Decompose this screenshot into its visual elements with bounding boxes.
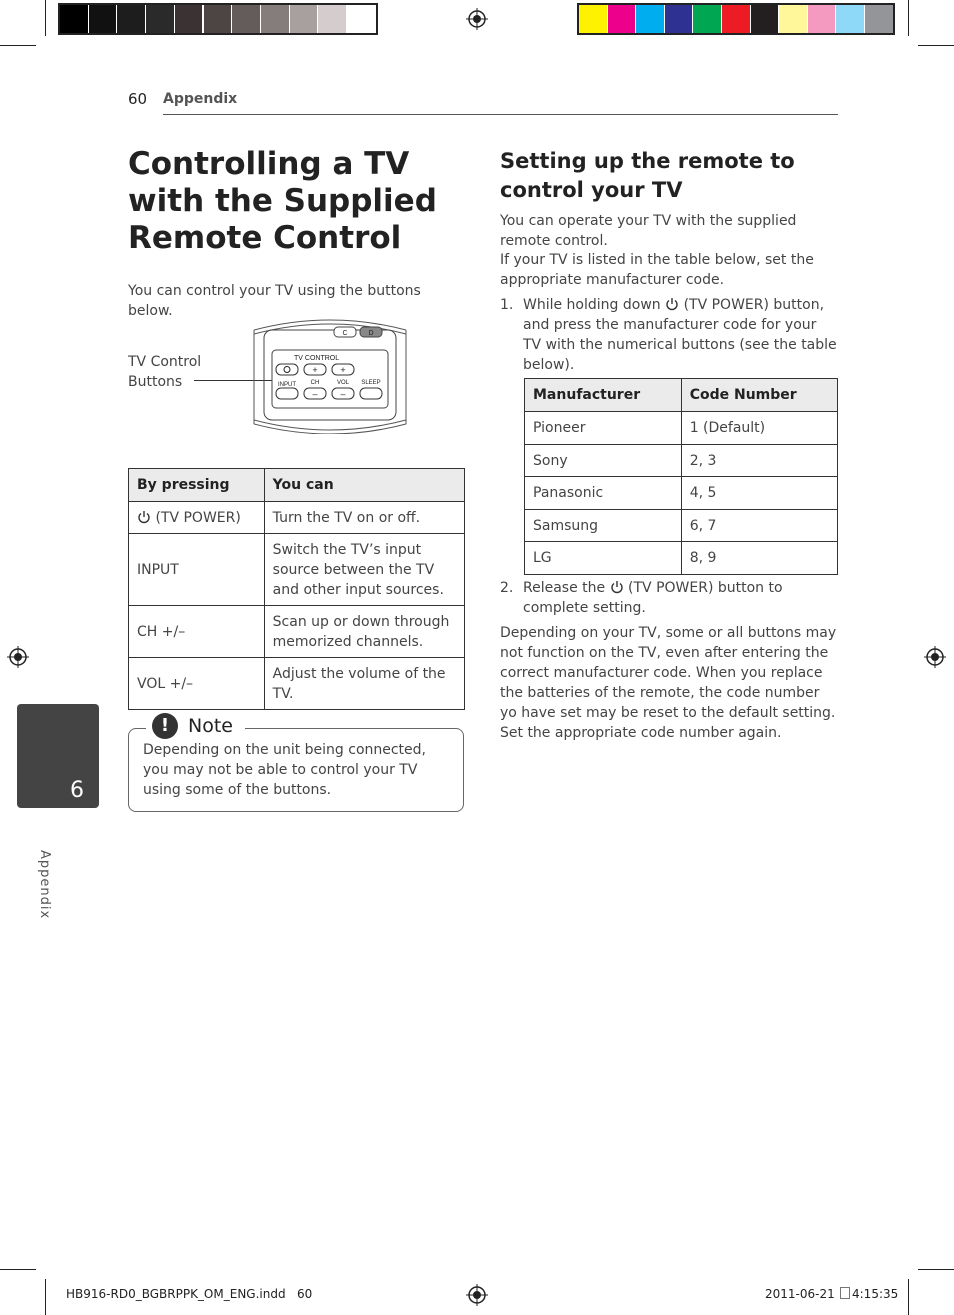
color-swatch xyxy=(751,5,779,33)
footer-time-value: 4:15:35 xyxy=(852,1287,899,1301)
chapter-label: Appendix xyxy=(37,850,52,920)
table-row xyxy=(129,534,465,606)
color-swatch xyxy=(60,5,88,33)
step-2-text-a: Release the xyxy=(523,580,606,596)
table-header: By pressing xyxy=(129,469,265,502)
color-swatch xyxy=(722,5,750,33)
press-cell: CH +/– xyxy=(129,606,265,658)
input-button-label: INPUT xyxy=(278,382,296,388)
note-title: Note xyxy=(188,715,233,737)
color-swatch xyxy=(693,5,721,33)
manufacturer-cell: Pioneer xyxy=(525,412,682,445)
press-cell: (TV POWER) xyxy=(155,509,241,526)
svg-text:+: + xyxy=(312,365,318,375)
vol-button-label: VOL xyxy=(336,380,350,386)
tv-control-panel-label: TV CONTROL xyxy=(294,355,340,362)
color-swatch xyxy=(204,5,232,33)
step-2-text xyxy=(523,578,838,618)
footer-date: 2011-06-21 xyxy=(765,1287,835,1301)
crop-mark xyxy=(908,1279,909,1315)
color-swatch xyxy=(175,5,203,33)
setup-paragraph-1: You can operate your TV with the supplied remote control. xyxy=(500,213,797,249)
action-cell: Turn the TV on or off. xyxy=(264,502,464,534)
color-swatch xyxy=(347,5,375,33)
time-glyph-icon xyxy=(840,1287,850,1299)
crop-mark xyxy=(908,0,909,36)
color-swatch xyxy=(290,5,318,33)
press-cell: INPUT xyxy=(129,534,265,606)
power-icon xyxy=(610,580,624,594)
step-number: 2. xyxy=(500,580,514,596)
color-swatch xyxy=(261,5,289,33)
manufacturer-cell: Samsung xyxy=(525,510,682,542)
note-text: Depending on the unit being connected, you may not be able to control your TV using some of the buttons. xyxy=(143,742,427,798)
manufacturer-cell: Sony xyxy=(525,445,682,477)
section-title: Appendix xyxy=(163,91,238,107)
chapter-number: 6 xyxy=(70,778,84,803)
manufacturer-cell: Panasonic xyxy=(525,477,682,510)
svg-text:–: – xyxy=(340,389,346,399)
manufacturer-cell: LG xyxy=(525,542,682,575)
power-icon xyxy=(137,510,151,524)
ch-button-label: CH xyxy=(310,380,320,386)
step-1-text-a: While holding down xyxy=(523,297,661,313)
page-number: 60 xyxy=(128,90,148,108)
table-row xyxy=(525,445,838,477)
table-row xyxy=(525,542,838,575)
color-swatch xyxy=(608,5,636,33)
svg-text:+: + xyxy=(340,365,346,375)
color-swatch xyxy=(636,5,664,33)
sleep-button-label: SLEEP xyxy=(361,380,381,386)
step-1-text xyxy=(523,295,838,375)
setup-paragraph-2: If your TV is listed in the table below, set the appropriate manufacturer code. xyxy=(500,252,814,288)
figure-callout: TV Control Buttons xyxy=(128,354,202,390)
crop-mark xyxy=(0,1269,36,1270)
footer-file-name: HB916-RD0_BGBRPPK_OM_ENG.indd 60 xyxy=(66,1287,313,1301)
note-header xyxy=(146,711,245,741)
code-cell: 2, 3 xyxy=(681,445,837,477)
button-function-table xyxy=(128,468,465,710)
code-cell: 6, 7 xyxy=(681,510,837,542)
section-heading: Setting up the remote to control your TV xyxy=(500,149,795,202)
svg-text:–: – xyxy=(312,389,318,399)
registration-mark-icon xyxy=(924,646,946,668)
color-swatch xyxy=(146,5,174,33)
crop-mark xyxy=(918,45,954,46)
table-row xyxy=(525,412,838,445)
remote-illustration xyxy=(250,316,410,434)
press-cell: VOL +/– xyxy=(129,658,265,710)
color-swatch xyxy=(865,5,893,33)
action-cell: Switch the TV’s input source between the TV and other input sources. xyxy=(264,534,464,606)
color-swatch xyxy=(665,5,693,33)
setup-paragraph-3: Depending on your TV, some or all buttons may not function on the TV, even after entering the correct manufacturer code. When you replace the batteries of the remote, the code number yo have set may be reset to the default setting. Set the appropriate code number again. xyxy=(500,625,837,741)
step-2-text-b: (TV POWER) button to complete setting. xyxy=(523,580,783,616)
table-row xyxy=(129,502,465,534)
crop-mark xyxy=(918,1269,954,1270)
color-swatch xyxy=(117,5,145,33)
table-header: You can xyxy=(264,469,464,502)
crop-mark xyxy=(0,45,36,46)
color-swatch xyxy=(836,5,864,33)
color-swatch xyxy=(232,5,260,33)
color-swatch xyxy=(318,5,346,33)
code-cell: 1 (Default) xyxy=(681,412,837,445)
table-row xyxy=(129,658,465,710)
crop-mark xyxy=(45,1279,46,1315)
table-header: Manufacturer xyxy=(525,379,682,412)
crop-mark xyxy=(45,0,46,36)
power-icon xyxy=(665,297,679,311)
table-row xyxy=(129,606,465,658)
step-1-text-b: (TV POWER) button, and press the manufacturer code for your TV with the numerical buttons (see the table below). xyxy=(523,297,837,373)
color-swatch xyxy=(779,5,807,33)
code-cell: 4, 5 xyxy=(681,477,837,510)
registration-mark-icon xyxy=(7,646,29,668)
code-cell: 8, 9 xyxy=(681,542,837,575)
manufacturer-code-table xyxy=(524,378,838,575)
intro-text: You can control your TV using the buttons below. xyxy=(128,283,421,319)
header-rule xyxy=(163,114,838,115)
top-button-c: C xyxy=(342,330,348,337)
action-cell: Adjust the volume of the TV. xyxy=(264,658,464,710)
exclamation-icon: ! xyxy=(152,713,178,739)
registration-mark-icon xyxy=(466,8,488,30)
table-row xyxy=(525,477,838,510)
table-row xyxy=(525,510,838,542)
color-swatch xyxy=(808,5,836,33)
table-header: Code Number xyxy=(681,379,837,412)
registration-mark-icon xyxy=(466,1284,488,1306)
color-swatch xyxy=(89,5,117,33)
top-button-d: D xyxy=(368,330,374,337)
step-number: 1. xyxy=(500,297,514,313)
action-cell: Scan up or down through memorized channels. xyxy=(264,606,464,658)
footer-time xyxy=(840,1287,898,1301)
color-swatch xyxy=(579,5,607,33)
page-title: Controlling a TV with the Supplied Remote Control xyxy=(128,146,437,256)
